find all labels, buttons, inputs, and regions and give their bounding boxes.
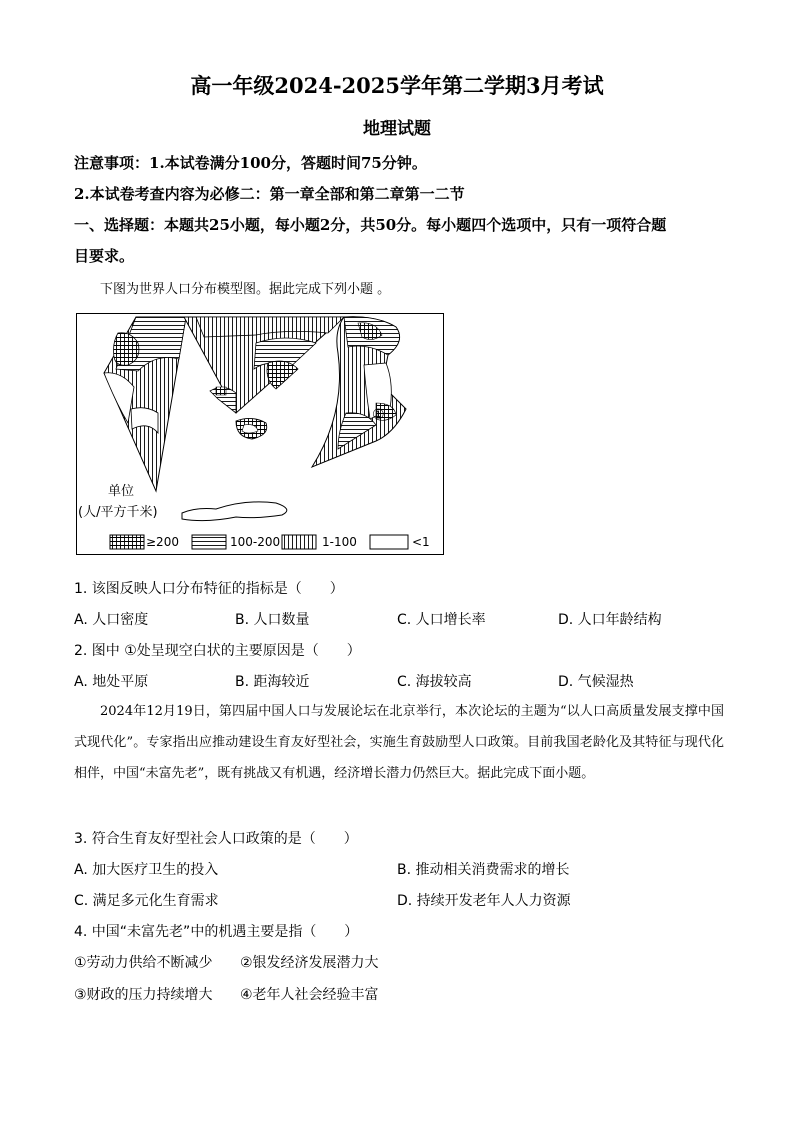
question-2-option-b: B. 距海较近 [235, 674, 310, 690]
legend-swatch-grid [110, 535, 144, 549]
question-4-item-3: ③财政的压力持续增大 [74, 987, 213, 1003]
question-4-item-1: ①劳动力供给不断减少 [74, 955, 213, 971]
unit-label: 单位 [108, 484, 135, 499]
question-1-option-c: C. 人口增长率 [397, 612, 486, 628]
question-3-option-d: D. 持续开发老年人人力资源 [397, 893, 571, 909]
figure-intro: 下图为世界人口分布模型图。据此完成下列小题 。 [100, 282, 391, 297]
question-2-option-d: D. 气候湿热 [558, 674, 634, 690]
notice-line-1: 注意事项：1.本试卷满分100分，答题时间75分钟。 [74, 154, 427, 172]
question-4-item-4: ④老年人社会经验丰富 [240, 987, 379, 1003]
legend-label-2: 100-200 [230, 535, 281, 549]
population-distribution-map [76, 313, 444, 555]
legend-swatch-blank [370, 535, 408, 549]
legend-label-1: ≥200 [146, 535, 179, 549]
question-2-option-a: A. 地处平原 [74, 674, 149, 690]
question-1-stem: 1. 该图反映人口分布特征的指标是（ ） [74, 581, 344, 597]
legend-label-3: 1-100 [322, 535, 357, 549]
question-3-option-c: C. 满足多元化生育需求 [74, 893, 219, 909]
exam-subject: 地理试题 [363, 119, 431, 139]
question-3-option-b: B. 推动相关消费需求的增长 [397, 862, 570, 878]
map-legend [110, 535, 430, 549]
question-1-option-b: B. 人口数量 [235, 612, 310, 628]
legend-swatch-horizontal [192, 535, 226, 549]
section-heading-line-2: 目要求。 [74, 247, 135, 265]
notice-line-2: 2.本试卷考查内容为必修二：第一章全部和第二章第一二节 [74, 185, 465, 203]
question-3-option-a: A. 加大医疗卫生的投入 [74, 862, 219, 878]
legend-swatch-vertical [282, 535, 316, 549]
legend-label-4: <1 [412, 535, 430, 549]
question-3-stem: 3. 符合生育友好型社会人口政策的是（ ） [74, 831, 358, 847]
question-1-option-a: A. 人口密度 [74, 612, 149, 628]
marker-1: ① [372, 407, 385, 423]
question-4-item-2: ②银发经济发展潜力大 [240, 955, 379, 971]
section-heading-line-1: 一、选择题：本题共25小题，每小题2分，共50分。每小题四个选项中，只有一项符合题 [74, 216, 667, 234]
question-2-option-c: C. 海拔较高 [397, 674, 472, 690]
exam-title: 高一年级2024-2025学年第二学期3月考试 [190, 73, 604, 98]
question-4-stem: 4. 中国“未富先老”中的机遇主要是指（ ） [74, 924, 359, 940]
unit-value: (人/平方千米) [78, 505, 158, 520]
question-1-option-d: D. 人口年龄结构 [558, 612, 662, 628]
material-paragraph: 2024年12月19日，第四届中国人口与发展论坛在北京举行，本次论坛的主题为“以人口高质量发展支撑中国式现代化”。专家指出应推动建设生育友好型社会，实施生育鼓励型人口政策。目前我国老龄化及其特征与现代化相伴，中国“未富先老”，既有挑战又有机遇，经济增长潜力仍然巨大。据此完成下面小题。 [74, 704, 724, 781]
question-2-stem: 2. 图中 ①处呈现空白状的主要原因是（ ） [74, 643, 361, 659]
